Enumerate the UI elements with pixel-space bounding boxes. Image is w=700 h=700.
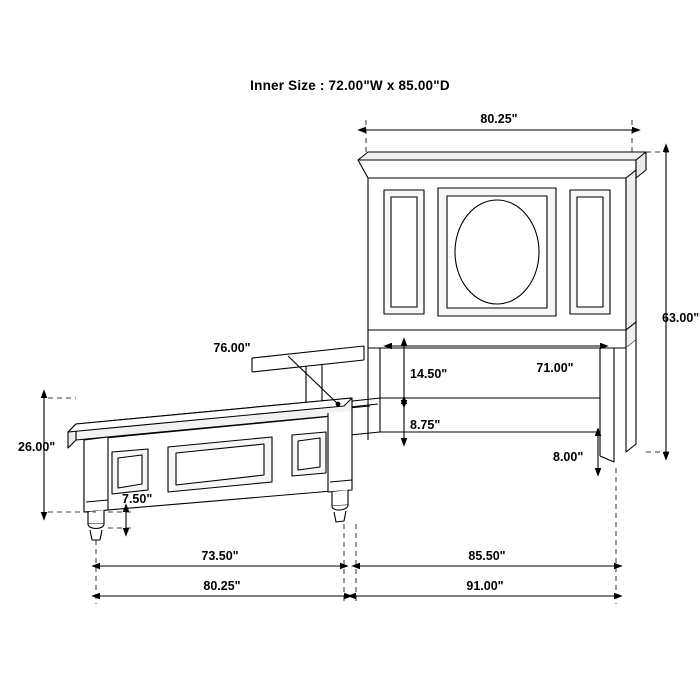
dim-overall-length: 91.00" [466,579,504,593]
dim-foot-post-leg: 7.50" [122,492,153,506]
page-title: Inner Size : 72.00"W x 85.00"D [250,78,450,93]
dim-footboard-overall-width: 80.25" [203,579,241,593]
dim-rail-top-height: 14.50" [410,367,448,381]
dim-headboard-inner-width: 71.00" [536,361,574,375]
dim-headboard-height: 63.00" [662,311,700,325]
footboard [68,398,352,540]
dim-footboard-width: 73.50" [201,549,239,563]
headboard-posts [368,322,636,462]
dim-side-rail-clearance: 8.00" [553,450,584,464]
headboard-body [368,170,636,330]
dim-footboard-height: 26.00" [18,440,56,454]
dim-bed-length-rail: 85.50" [468,549,506,563]
dim-headboard-width: 80.25" [480,112,518,126]
dim-rail-bottom-height: 8.75" [410,418,441,432]
headboard-crown [358,152,646,178]
dim-side-rail-length: 76.00" [213,341,251,355]
